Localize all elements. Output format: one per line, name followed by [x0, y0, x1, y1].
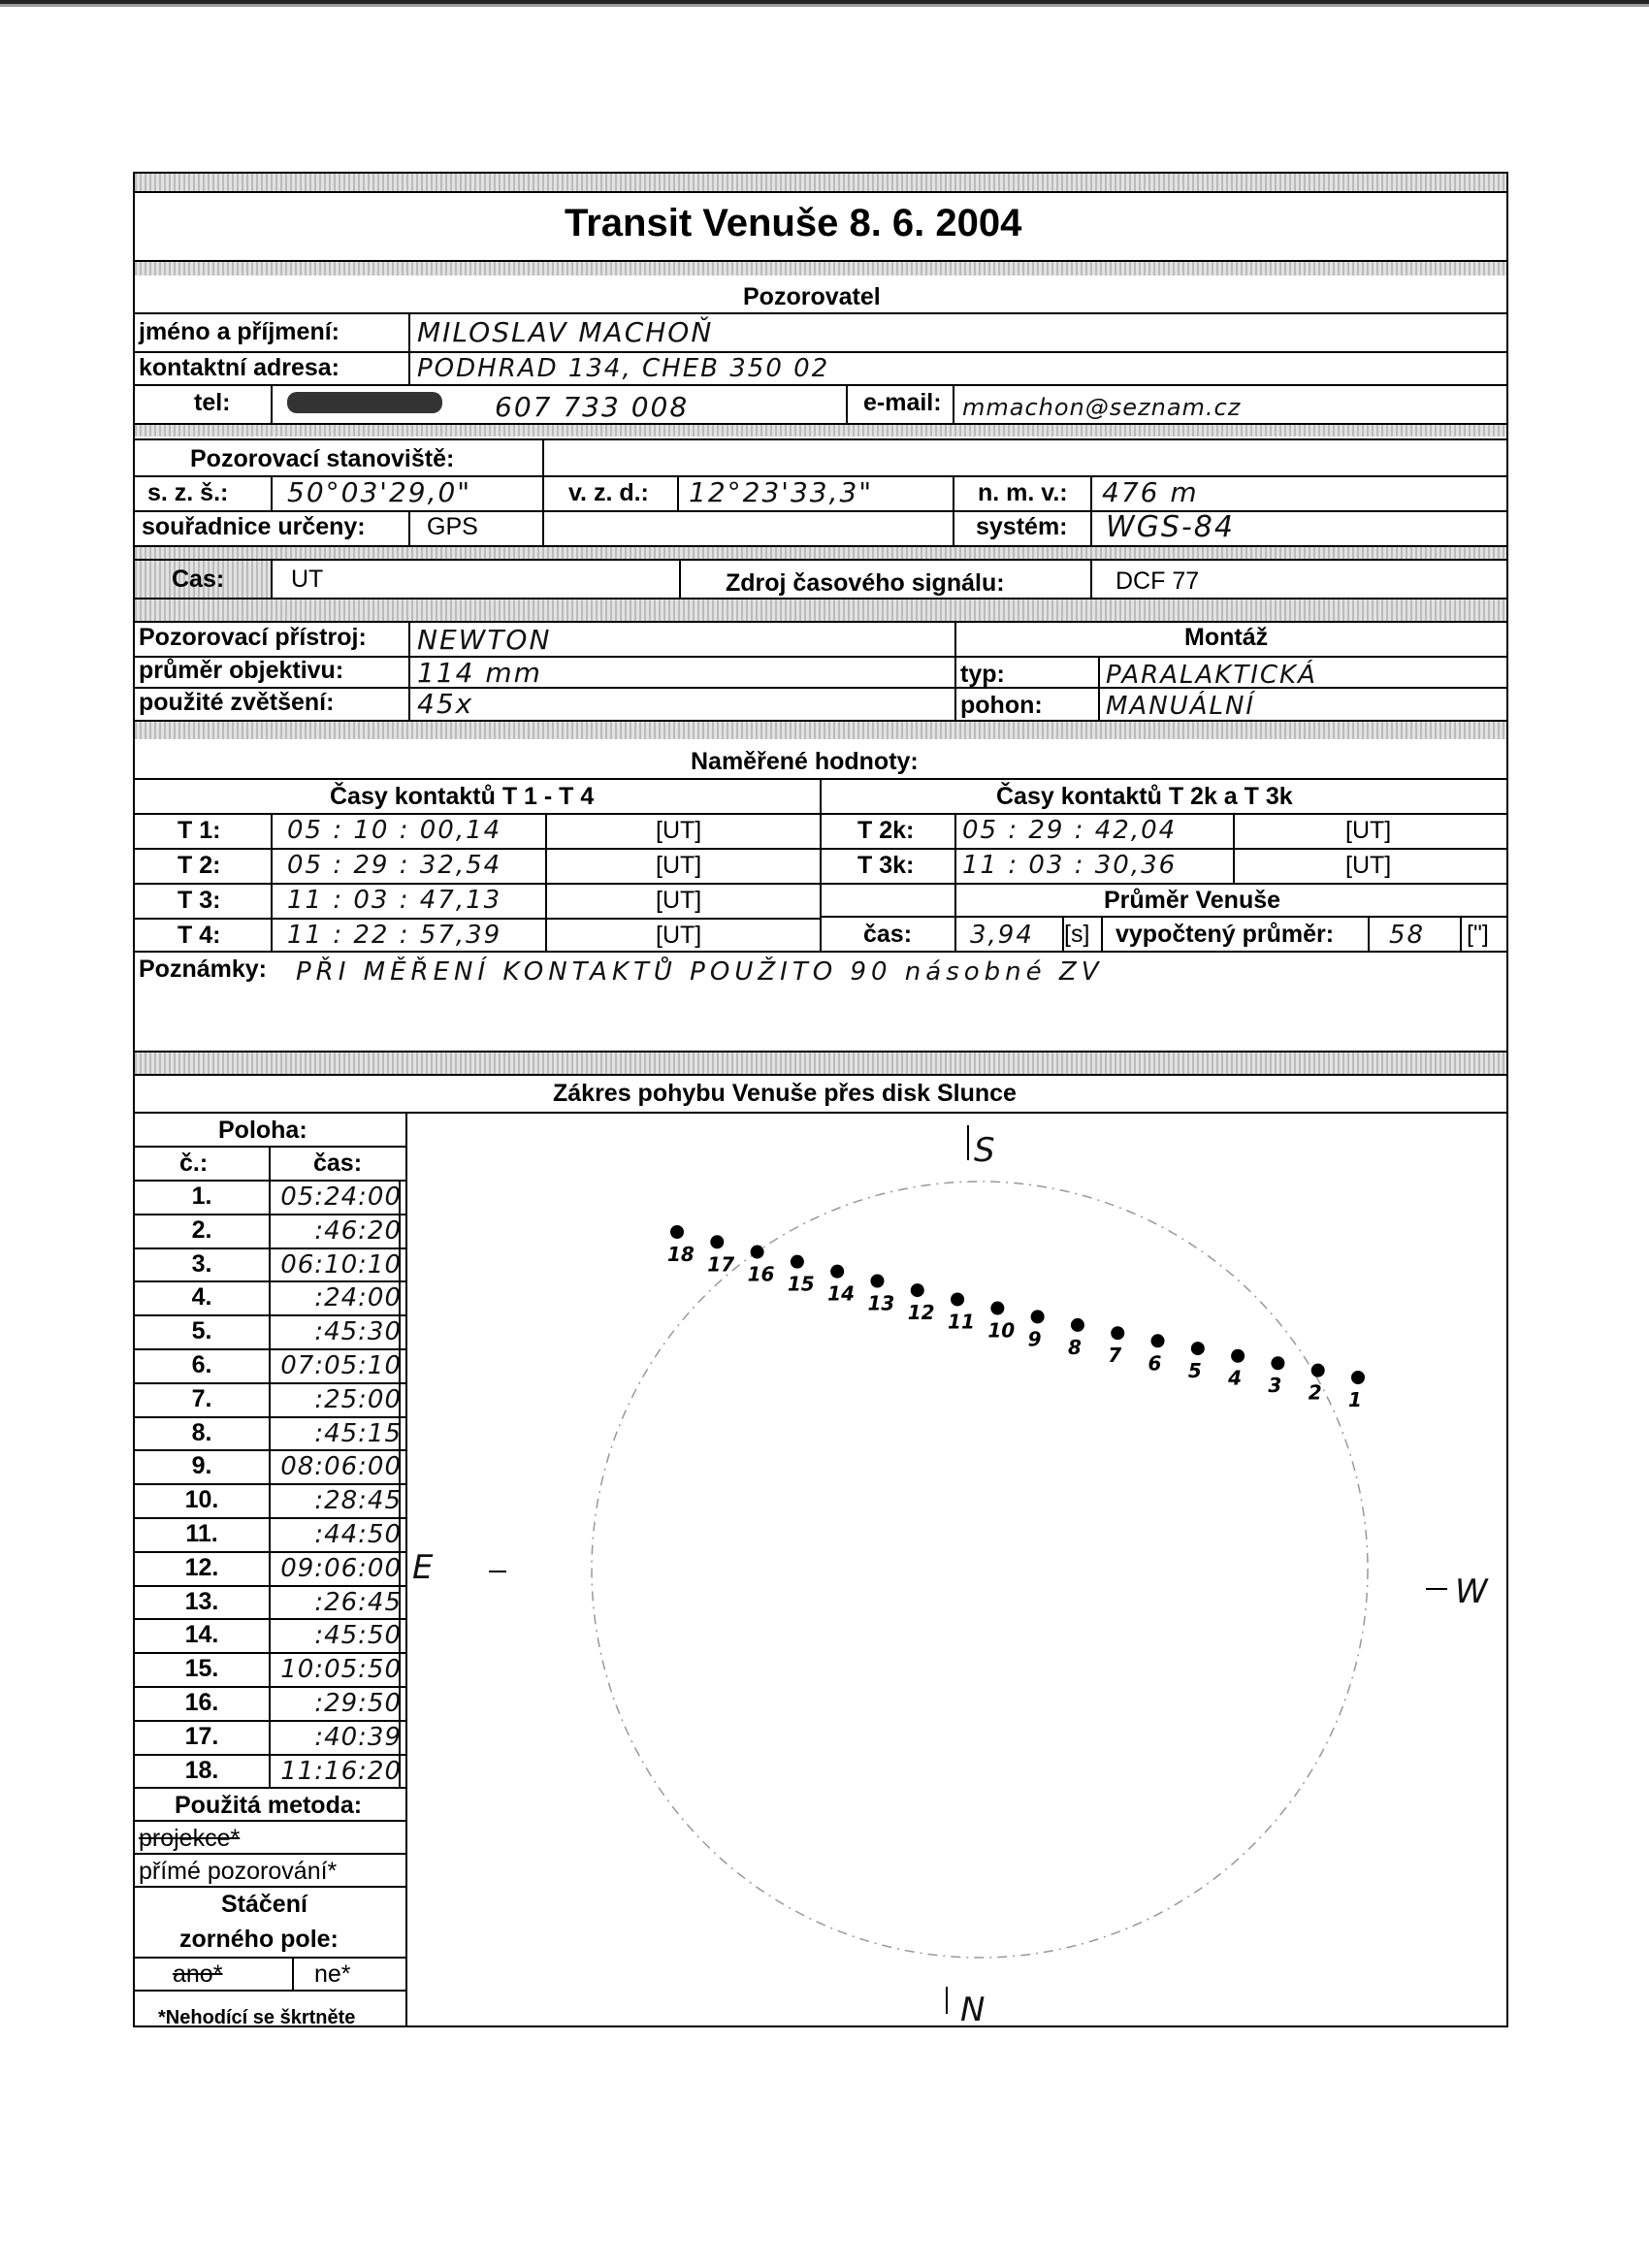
method-header: Použitá metoda:	[175, 1792, 363, 1819]
magnification-label: použité zvětšení:	[139, 689, 335, 716]
notes-value: PŘI MĚŘENÍ KONTAKTŮ POUŽITO 90 násobné ZV	[296, 957, 1104, 987]
system-label: systém:	[976, 513, 1068, 540]
position-time: 09:06:00	[280, 1553, 402, 1583]
col-line	[1101, 916, 1103, 951]
footnote: *Nehodící se škrtněte	[158, 2007, 356, 2028]
col-line	[1062, 916, 1064, 951]
position-time: :24:00	[314, 1283, 402, 1313]
venus-position-number: 4	[1228, 1366, 1243, 1390]
gray-band	[135, 1053, 1506, 1074]
email-value: mmachon@seznam.cz	[962, 394, 1242, 421]
venus-position-dot	[830, 1265, 844, 1279]
position-time: :45:15	[314, 1418, 402, 1448]
venus-position-number: 9	[1027, 1327, 1042, 1351]
gray-band	[135, 599, 1506, 621]
venus-position-number: 11	[948, 1310, 975, 1334]
col-line	[954, 813, 956, 916]
position-number: 11.	[185, 1520, 218, 1547]
col-line	[1368, 916, 1370, 951]
magnification-value: 45x	[417, 688, 474, 720]
mount-header: Montáž	[1184, 624, 1269, 651]
coords-value: GPS	[427, 513, 478, 540]
position-number: 2.	[191, 1215, 212, 1244]
position-time: :28:45	[314, 1486, 402, 1516]
contact2-label: T 2k:	[857, 817, 915, 844]
time-cell-box	[269, 1180, 401, 1787]
venus-position-dot	[710, 1235, 724, 1248]
time-label: Cas:	[172, 566, 225, 593]
method-direct: přímé pozorování*	[139, 1858, 338, 1885]
venus-position-dot	[1231, 1349, 1245, 1363]
dur-value: 3,94	[970, 921, 1034, 950]
coords-label: souřadnice určeny:	[142, 513, 366, 540]
rotation-yes: ano*	[173, 1960, 223, 1988]
mount-drive-value: MANUÁLNÍ	[1106, 692, 1256, 721]
contact-value: 05 : 10 : 00,14	[287, 816, 502, 845]
lon-label: v. z. d.:	[568, 479, 649, 506]
gray-band	[135, 174, 1506, 191]
time-value: UT	[291, 566, 324, 593]
contact-value: 05 : 29 : 32,54	[287, 851, 502, 880]
contact-label: T 2:	[178, 852, 221, 879]
scan-top-edge-shadow	[0, 4, 1649, 7]
position-number: 9.	[191, 1452, 212, 1480]
position-number: 7.	[191, 1384, 212, 1412]
aperture-value: 114 mm	[417, 657, 542, 689]
col-line	[545, 813, 547, 951]
position-number: 5.	[191, 1317, 212, 1345]
alt-value: 476 m	[1102, 476, 1199, 508]
venus-position-number: 15	[787, 1272, 815, 1296]
venus-position-dot	[1111, 1326, 1124, 1340]
position-time: :46:20	[314, 1215, 402, 1246]
ut-unit: [UT]	[656, 922, 702, 949]
col-line	[1460, 916, 1462, 951]
system-value: WGS-84	[1106, 510, 1235, 544]
position-number: 14.	[184, 1621, 219, 1649]
ut-unit: [UT]	[656, 887, 702, 914]
contact-value: 11 : 22 : 57,39	[287, 921, 502, 950]
dir-w-label: W	[1455, 1572, 1490, 1611]
mount-type-label: typ:	[960, 661, 1005, 688]
gray-band	[135, 547, 1506, 559]
contacts-header: Časy kontaktů T 1 - T 4	[330, 783, 595, 810]
venus-position-number: 6	[1148, 1351, 1162, 1376]
contact2-label: T 3k:	[857, 852, 915, 879]
contacts2-header: Časy kontaktů T 2k a T 3k	[996, 783, 1293, 810]
position-number: 12.	[184, 1553, 219, 1581]
position-number: 6.	[191, 1351, 212, 1378]
signal-value: DCF 77	[1116, 567, 1200, 595]
instrument-value: NEWTON	[417, 624, 552, 656]
signal-label: Zdroj časového signálu:	[726, 569, 1005, 597]
rotation-header-1: Stáčení	[221, 1891, 307, 1918]
row-line	[820, 848, 1506, 850]
address-value: PODHRAD 134, CHEB 350 02	[417, 354, 830, 383]
venus-position-dot	[1311, 1364, 1325, 1377]
gray-band	[135, 260, 1506, 275]
position-time: 06:10:10	[280, 1249, 402, 1280]
venus-position-number: 16	[747, 1262, 775, 1286]
tel-value: 607 733 008	[495, 391, 690, 423]
venus-position-dot	[870, 1275, 884, 1288]
venus-position-dot	[951, 1292, 964, 1306]
name-value: MILOSLAV MACHOŇ	[417, 316, 714, 348]
mount-drive-label: pohon:	[960, 692, 1043, 719]
ut-unit: [UT]	[1345, 817, 1392, 844]
section-station: Pozorovací stanoviště:	[190, 445, 455, 472]
position-time: 11:16:20	[280, 1756, 402, 1786]
position-header: Poloha:	[218, 1117, 307, 1144]
position-time: :45:30	[314, 1317, 402, 1347]
venus-position-dot	[1151, 1334, 1165, 1347]
dir-e-label: E	[412, 1548, 436, 1587]
venus-position-dot	[791, 1255, 804, 1269]
venus-position-number: 12	[907, 1301, 935, 1325]
venus-position-number: 5	[1187, 1359, 1202, 1383]
position-time: 08:06:00	[280, 1452, 402, 1482]
contact2-value: 05 : 29 : 42,04	[962, 816, 1178, 845]
position-number: 4.	[191, 1283, 212, 1312]
contact-value: 11 : 03 : 47,13	[287, 886, 502, 915]
calc-unit: ["]	[1467, 921, 1489, 948]
dur-label: čas:	[863, 921, 913, 948]
form-title: Transit Venuše 8. 6. 2004	[565, 202, 1022, 244]
rotation-header-2: zorného pole:	[179, 1926, 339, 1953]
venus-position-dot	[1351, 1371, 1365, 1384]
section-drawing: Zákres pohybu Venuše přes disk Slunce	[553, 1080, 1017, 1107]
position-time: :40:39	[314, 1722, 402, 1752]
venus-position-dot	[1271, 1356, 1284, 1370]
dur-unit: [s]	[1064, 921, 1090, 948]
calc-label: vypočtený průměr:	[1116, 921, 1335, 948]
method-projection: projekce*	[139, 1825, 241, 1852]
venus-position-number: 17	[707, 1252, 735, 1277]
position-number: 1.	[191, 1183, 212, 1210]
venus-position-number: 2	[1308, 1380, 1322, 1405]
calc-value: 58	[1389, 921, 1426, 950]
venus-position-number: 3	[1268, 1374, 1282, 1398]
gray-band	[135, 722, 1506, 739]
contact-label: T 4:	[178, 922, 221, 949]
venus-position-dot	[1191, 1342, 1205, 1355]
position-time: 10:05:50	[280, 1655, 402, 1685]
venus-position-number: 7	[1108, 1344, 1122, 1368]
venus-position-number: 18	[667, 1243, 695, 1266]
ut-unit: [UT]	[656, 852, 702, 879]
name-label: jméno a příjmení:	[139, 318, 340, 345]
venus-position-dot	[1031, 1310, 1045, 1323]
position-time: :45:50	[314, 1621, 402, 1651]
aperture-label: průměr objektivu:	[139, 657, 344, 684]
position-time: :29:50	[314, 1689, 402, 1718]
position-time: :25:00	[314, 1384, 402, 1414]
contact2-value: 11 : 03 : 30,36	[962, 851, 1178, 880]
col-line	[271, 813, 273, 951]
ut-unit: [UT]	[656, 817, 702, 844]
position-number: 17.	[184, 1722, 219, 1750]
position-number: 10.	[184, 1486, 219, 1514]
venus-position-number: 14	[827, 1281, 856, 1306]
position-number: 15.	[184, 1655, 219, 1683]
mount-type-value: PARALAKTICKÁ	[1106, 661, 1317, 690]
lat-value: 50°03'29,0"	[287, 476, 472, 508]
email-label: e-mail:	[863, 389, 942, 416]
position-number: 18.	[184, 1756, 219, 1784]
lat-label: s. z. š.:	[147, 479, 229, 506]
position-number: 3.	[191, 1249, 212, 1278]
venus-position-number: 10	[987, 1318, 1016, 1343]
venus-position-dot	[1071, 1318, 1084, 1332]
gray-band	[135, 425, 1506, 437]
venus-position-number: 1	[1348, 1388, 1362, 1411]
address-label: kontaktní adresa:	[139, 354, 340, 381]
dir-s-label: S	[974, 1131, 997, 1170]
venus-position-number: 13	[867, 1291, 895, 1315]
position-number: 16.	[184, 1689, 219, 1716]
contact-label: T 3:	[178, 887, 221, 914]
instrument-label: Pozorovací přístroj:	[139, 624, 367, 651]
row-line	[820, 883, 1506, 885]
position-time: 07:05:10	[280, 1351, 402, 1380]
dir-n-label: N	[960, 1991, 987, 2029]
sun-disk-drawing	[407, 1114, 1506, 2029]
col-line	[954, 916, 956, 951]
row-line	[820, 916, 1506, 918]
col-no: č.:	[179, 1150, 209, 1177]
lon-value: 12°23'33,3"	[689, 476, 874, 508]
position-number: 8.	[191, 1418, 212, 1446]
rotation-no: ne*	[314, 1960, 351, 1988]
venus-position-number: 8	[1067, 1335, 1082, 1359]
col-time: čas:	[313, 1150, 363, 1177]
position-number: 13.	[184, 1587, 219, 1615]
contact-label: T 1:	[178, 817, 221, 844]
notes-label: Poznámky:	[139, 956, 267, 983]
ut-unit: [UT]	[1345, 852, 1392, 879]
tel-label: tel:	[194, 389, 231, 416]
position-time: :44:50	[314, 1520, 402, 1549]
sun-disk-outline	[592, 1182, 1368, 1958]
venus-position-dot	[911, 1283, 924, 1297]
redacted-scribble	[287, 392, 442, 413]
section-measured: Naměřené hodnoty:	[691, 748, 919, 775]
diameter-header: Průměr Venuše	[1104, 887, 1281, 914]
venus-position-dot	[990, 1302, 1004, 1315]
position-time: 05:24:00	[280, 1183, 402, 1212]
venus-position-dot	[670, 1225, 684, 1239]
venus-position-dot	[751, 1246, 764, 1259]
section-observer: Pozorovatel	[743, 283, 881, 310]
alt-label: n. m. v.:	[978, 479, 1068, 506]
position-time: :26:45	[314, 1587, 402, 1617]
